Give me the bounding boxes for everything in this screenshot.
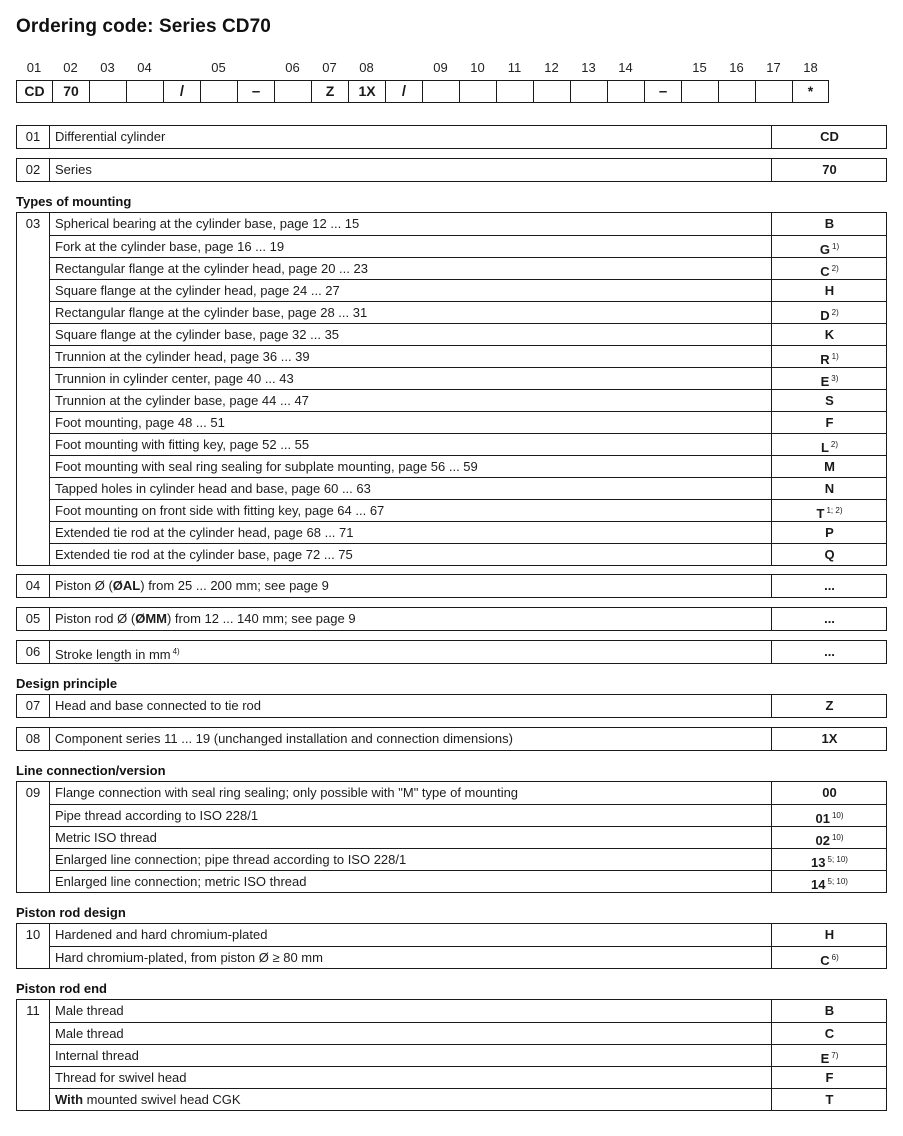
option-description: Piston rod Ø (ØMM) from 12 ... 140 mm; see page 9 xyxy=(55,611,356,626)
code-position xyxy=(311,60,348,106)
group-10-piston-rod-design xyxy=(16,923,887,969)
code-position-number: 12 xyxy=(544,60,559,75)
code-position xyxy=(200,60,237,106)
code-position-value: – xyxy=(237,80,274,103)
option-code: T xyxy=(771,1089,887,1110)
code-position-value xyxy=(607,80,644,103)
option-row xyxy=(50,301,886,323)
option-code: Z xyxy=(771,695,887,717)
code-position-value xyxy=(200,80,237,103)
option-description: With mounted swivel head CGK xyxy=(55,1092,241,1107)
footnote-ref: 3) xyxy=(831,374,839,383)
option-row xyxy=(50,1088,886,1110)
option-code: Q xyxy=(771,544,887,565)
option-row xyxy=(50,389,886,411)
option-description: Differential cylinder xyxy=(55,129,166,144)
code-position-number: 08 xyxy=(359,60,374,75)
option-description: Spherical bearing at the cylinder base, page 12 ... 15 xyxy=(55,216,360,231)
option-code: H xyxy=(771,280,887,301)
section-piston-rod-end: Piston rod end xyxy=(16,981,107,996)
footnote-ref: 7) xyxy=(831,1051,839,1060)
code-position-value: 1X xyxy=(348,80,385,103)
option-code: 1X xyxy=(771,728,887,750)
option-code: M xyxy=(771,456,887,477)
group-05-piston-rod-diameter xyxy=(16,607,887,631)
code-position-number: 14 xyxy=(618,60,633,75)
code-position-number xyxy=(237,60,274,78)
option-description: Flange connection with seal ring sealing; only possible with "M" type of mounting xyxy=(55,785,519,800)
option-description: Square flange at the cylinder head, page 24 ... 27 xyxy=(55,283,340,298)
section-design-principle: Design principle xyxy=(16,676,118,691)
option-description: Metric ISO thread xyxy=(55,830,157,845)
option-code: F xyxy=(771,1067,887,1088)
option-description: Pipe thread according to ISO 228/1 xyxy=(55,808,259,823)
option-row xyxy=(50,728,886,750)
code-position-number: 02 xyxy=(63,60,78,75)
option-row xyxy=(50,848,886,870)
option-code: L $^{2)}$ xyxy=(771,434,887,455)
group-11-piston-rod-end xyxy=(16,999,887,1111)
option-description: Thread for swivel head xyxy=(55,1070,187,1085)
code-position-number xyxy=(385,60,422,78)
code-position-value: * xyxy=(792,80,829,103)
code-position xyxy=(89,60,126,106)
code-position-number: 07 xyxy=(322,60,337,75)
option-description: Rectangular flange at the cylinder head, page 20 ... 23 xyxy=(55,261,368,276)
option-row xyxy=(50,1022,886,1044)
code-position xyxy=(348,60,385,106)
option-code: N xyxy=(771,478,887,499)
option-row xyxy=(50,946,886,968)
option-row xyxy=(50,323,886,345)
code-position-number: 03 xyxy=(100,60,115,75)
code-position-number xyxy=(644,60,681,78)
code-position-number: 16 xyxy=(729,60,744,75)
option-code: ... xyxy=(771,608,887,630)
option-code: C $^{6)}$ xyxy=(771,947,887,968)
option-description: Trunnion at the cylinder base, page 44 ... 47 xyxy=(55,393,309,408)
option-code: B xyxy=(771,213,887,235)
code-position xyxy=(385,60,422,106)
footnote-ref: 1; 2) xyxy=(826,506,843,515)
group-number: 05 xyxy=(17,608,50,630)
option-row xyxy=(50,870,886,892)
option-row xyxy=(50,257,886,279)
option-description: Male thread xyxy=(55,1026,124,1041)
option-code: K xyxy=(771,324,887,345)
section-piston-rod-design: Piston rod design xyxy=(16,905,126,920)
footnote-ref: 10) xyxy=(831,833,844,842)
option-code: F xyxy=(771,412,887,433)
footnote-ref: 5; 10) xyxy=(827,855,848,864)
code-position-number: 17 xyxy=(766,60,781,75)
code-position-value: 70 xyxy=(52,80,89,103)
option-description: Tapped holes in cylinder head and base, page 60 ... 63 xyxy=(55,481,371,496)
option-description: Enlarged line connection; pipe thread according to ISO 228/1 xyxy=(55,852,407,867)
ordering-code-strip xyxy=(16,60,828,106)
group-number: 01 xyxy=(17,126,50,148)
option-description: Extended tie rod at the cylinder head, page 68 ... 71 xyxy=(55,525,354,540)
option-code: 14 $^{5; 10)}$ xyxy=(771,871,887,892)
option-code: R $^{1)}$ xyxy=(771,346,887,367)
option-description: Hard chromium-plated, from piston Ø ≥ 80 mm xyxy=(55,950,323,965)
option-row xyxy=(50,543,886,565)
option-row xyxy=(50,1066,886,1088)
group-08-component-series xyxy=(16,727,887,751)
option-code: 00 xyxy=(771,782,887,804)
option-code: P xyxy=(771,522,887,543)
group-06-stroke-length xyxy=(16,640,887,664)
option-description: Hardened and hard chromium-plated xyxy=(55,927,268,942)
code-position-value xyxy=(496,80,533,103)
option-description: Piston Ø (ØAL) from 25 ... 200 mm; see page 9 xyxy=(55,578,329,593)
footnote-ref: 10) xyxy=(831,811,844,820)
code-position xyxy=(570,60,607,106)
option-description: Fork at the cylinder base, page 16 ... 19 xyxy=(55,239,285,254)
footnote-ref: 1) xyxy=(831,352,839,361)
option-row xyxy=(50,804,886,826)
option-description: Internal thread xyxy=(55,1048,139,1063)
code-position-value: / xyxy=(385,80,422,103)
code-position-number: 06 xyxy=(285,60,300,75)
group-09-line-connection xyxy=(16,781,887,893)
group-number: 09 xyxy=(17,782,50,892)
code-position xyxy=(755,60,792,106)
option-code: S xyxy=(771,390,887,411)
option-code: B xyxy=(771,1000,887,1022)
code-position-number: 11 xyxy=(507,60,522,75)
option-code: 01 $^{10)}$ xyxy=(771,805,887,826)
option-code: ... xyxy=(771,641,887,663)
footnote-ref: 1) xyxy=(832,242,840,251)
code-position xyxy=(274,60,311,106)
option-code: E $^{7)}$ xyxy=(771,1045,887,1066)
code-position xyxy=(792,60,829,106)
option-code: D $^{2)}$ xyxy=(771,302,887,323)
option-description: Extended tie rod at the cylinder base, page 72 ... 75 xyxy=(55,547,353,562)
group-07-design-principle xyxy=(16,694,887,718)
code-position-value xyxy=(89,80,126,103)
code-position-value: – xyxy=(644,80,681,103)
code-position-value xyxy=(718,80,755,103)
option-row xyxy=(50,126,886,148)
option-description: Trunnion at the cylinder head, page 36 ... 39 xyxy=(55,349,310,364)
section-line-connection: Line connection/version xyxy=(16,763,166,778)
code-position-value xyxy=(570,80,607,103)
option-description: Foot mounting with fitting key, page 52 ... 55 xyxy=(55,437,310,452)
option-row xyxy=(50,235,886,257)
code-position-number: 01 xyxy=(26,60,42,75)
footnote-ref: 2) xyxy=(831,308,839,317)
code-position xyxy=(496,60,533,106)
code-position-value xyxy=(422,80,459,103)
option-code: C xyxy=(771,1023,887,1044)
footnote-ref: 6) xyxy=(831,953,839,962)
option-row xyxy=(50,455,886,477)
code-position-value xyxy=(459,80,496,103)
group-02-series xyxy=(16,158,887,182)
code-position xyxy=(533,60,570,106)
option-row xyxy=(50,477,886,499)
option-description: Series xyxy=(55,162,92,177)
code-position xyxy=(126,60,163,106)
code-position-number: 18 xyxy=(803,60,818,75)
option-row xyxy=(50,411,886,433)
option-row xyxy=(50,1044,886,1066)
option-code: E $^{3)}$ xyxy=(771,368,887,389)
group-04-piston-diameter xyxy=(16,574,887,598)
option-row xyxy=(50,159,886,181)
option-description: Male thread xyxy=(55,1003,124,1018)
option-row xyxy=(50,1000,886,1022)
option-code: 70 xyxy=(771,159,887,181)
page-title: Ordering code: Series CD70 xyxy=(16,16,271,37)
code-position xyxy=(607,60,644,106)
footnote-ref: 2) xyxy=(831,264,839,273)
code-position xyxy=(52,60,89,106)
group-number: 04 xyxy=(17,575,50,597)
group-number: 02 xyxy=(17,159,50,181)
code-position-number: 05 xyxy=(211,60,226,75)
group-number: 11 xyxy=(17,1000,50,1110)
option-row xyxy=(50,279,886,301)
code-position-number: 10 xyxy=(470,60,485,75)
code-position-value: / xyxy=(163,80,200,103)
option-description: Trunnion in cylinder center, page 40 ... 43 xyxy=(55,371,294,386)
option-description: Square flange at the cylinder base, page 32 ... 35 xyxy=(55,327,340,342)
code-position-value xyxy=(533,80,570,103)
code-position xyxy=(16,60,52,106)
code-position-value: Z xyxy=(311,80,348,103)
option-code: ... xyxy=(771,575,887,597)
code-position xyxy=(459,60,496,106)
option-row xyxy=(50,695,886,717)
option-description: Foot mounting with seal ring sealing for subplate mounting, page 56 ... 59 xyxy=(55,459,478,474)
code-position-value: CD xyxy=(16,80,52,103)
option-row xyxy=(50,924,886,946)
option-code: T $^{1; 2)}$ xyxy=(771,500,887,521)
code-position-value xyxy=(126,80,163,103)
option-code: H xyxy=(771,924,887,946)
code-position-number xyxy=(163,60,200,78)
footnote-ref: 2) xyxy=(830,440,839,449)
option-description: Rectangular flange at the cylinder base, page 28 ... 31 xyxy=(55,305,368,320)
code-position xyxy=(422,60,459,106)
option-row xyxy=(50,345,886,367)
group-number: 07 xyxy=(17,695,50,717)
code-position-number: 04 xyxy=(137,60,152,75)
code-position xyxy=(237,60,274,106)
option-row xyxy=(50,521,886,543)
group-number: 08 xyxy=(17,728,50,750)
code-position xyxy=(644,60,681,106)
group-01-differential-cylinder xyxy=(16,125,887,149)
option-description: Foot mounting, page 48 ... 51 xyxy=(55,415,225,430)
option-description: Enlarged line connection; metric ISO thread xyxy=(55,874,307,889)
option-description: Stroke length in mm $^{4)}$ xyxy=(55,647,180,662)
code-position xyxy=(163,60,200,106)
code-position-number: 15 xyxy=(692,60,707,75)
option-description: Head and base connected to tie rod xyxy=(55,698,261,713)
code-position xyxy=(718,60,755,106)
code-position-value xyxy=(755,80,792,103)
option-description: Component series 11 ... 19 (unchanged installation and connection dimensions) xyxy=(55,731,513,746)
option-row xyxy=(50,782,886,804)
option-code: G $^{1)}$ xyxy=(771,236,887,257)
section-types-of-mounting: Types of mounting xyxy=(16,194,132,209)
option-row xyxy=(50,213,886,235)
option-code: C $^{2)}$ xyxy=(771,258,887,279)
option-code: CD xyxy=(771,126,887,148)
option-code: 02 $^{10)}$ xyxy=(771,827,887,848)
option-row xyxy=(50,499,886,521)
group-number: 06 xyxy=(17,641,50,663)
code-position xyxy=(681,60,718,106)
option-row xyxy=(50,826,886,848)
code-position-number: 13 xyxy=(581,60,596,75)
group-number: 03 xyxy=(17,213,50,565)
code-position-value xyxy=(681,80,718,103)
option-description: Foot mounting on front side with fitting key, page 64 ... 67 xyxy=(55,503,385,518)
group-number: 10 xyxy=(17,924,50,968)
footnote-ref: 5; 10) xyxy=(827,877,848,886)
code-position-value xyxy=(274,80,311,103)
option-row xyxy=(50,433,886,455)
option-code: 13 $^{5; 10)}$ xyxy=(771,849,887,870)
option-row xyxy=(50,367,886,389)
code-position-number: 09 xyxy=(433,60,448,75)
group-03-types-of-mounting xyxy=(16,212,887,566)
